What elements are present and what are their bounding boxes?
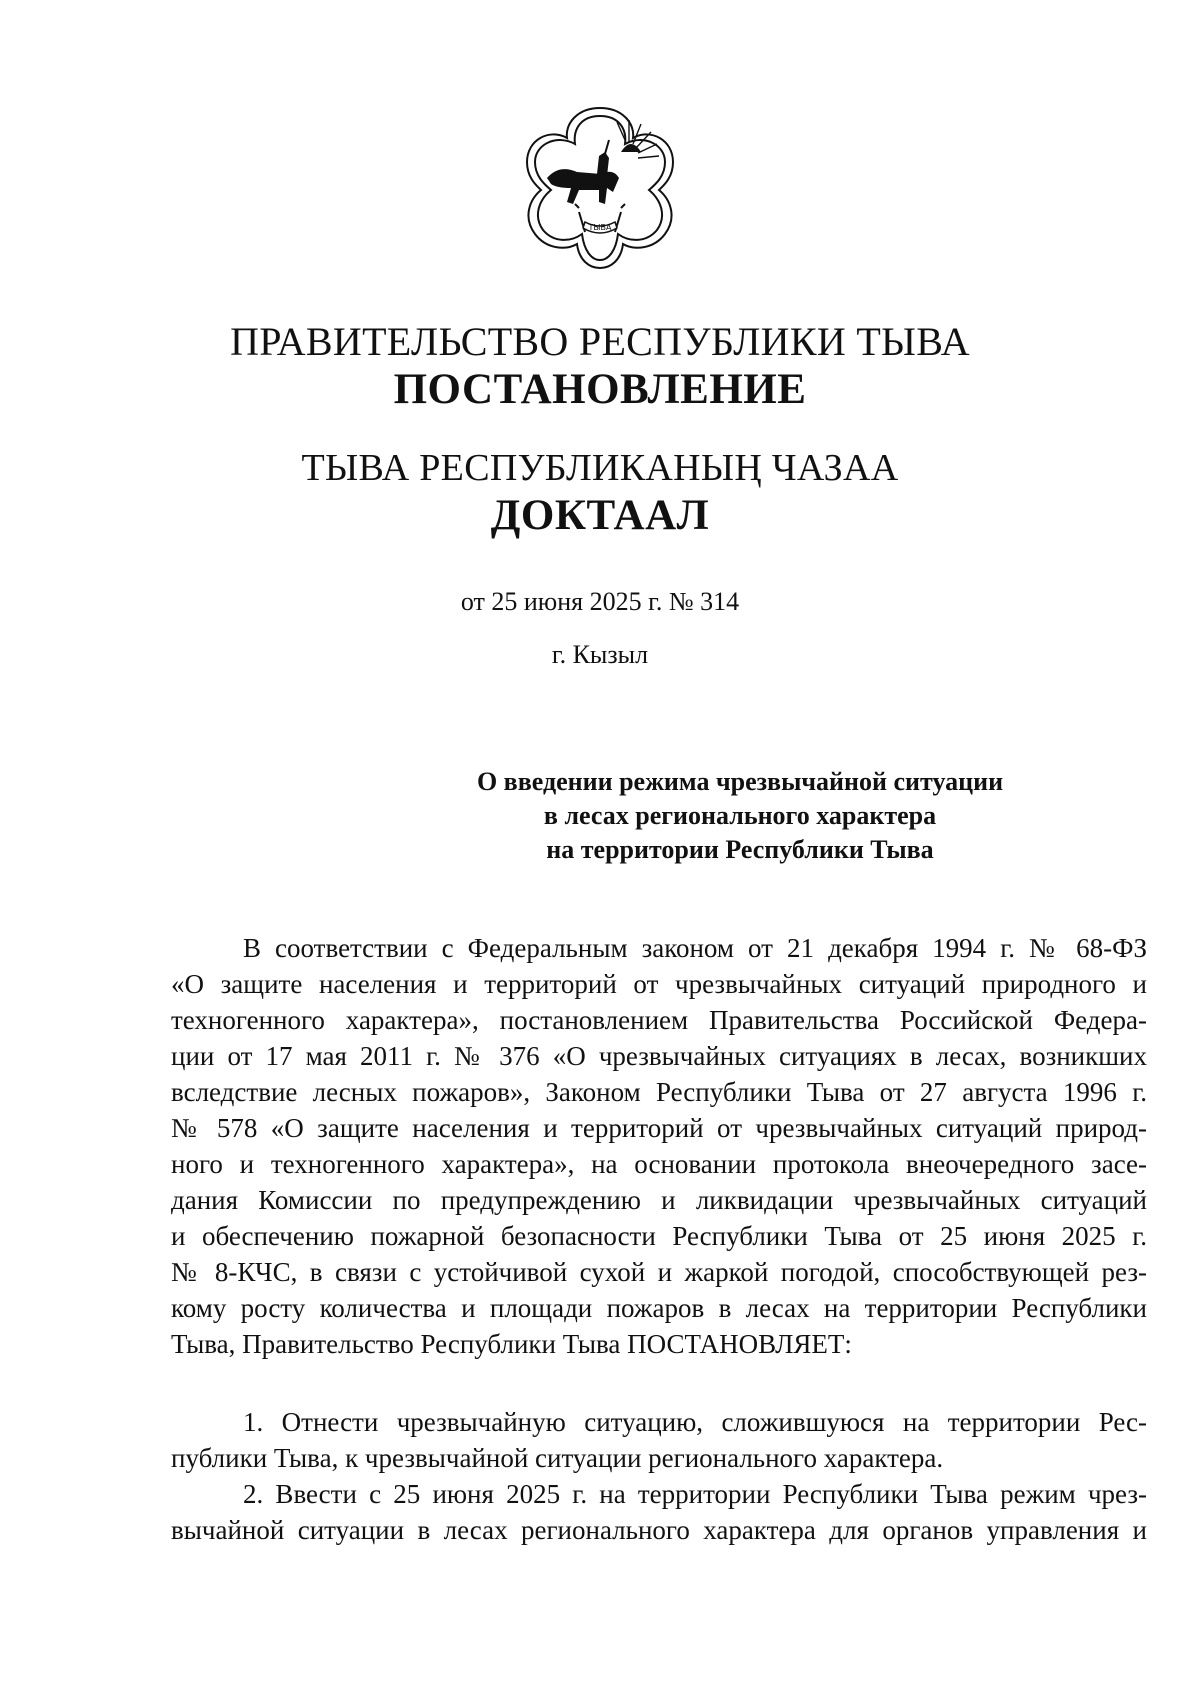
government-name-tyv: ТЫВА РЕСПУБЛИКАНЫҢ ЧАЗАА: [301, 447, 899, 489]
text-line: № 8-КЧС, в связи с устойчивой сухой и жаркой погодой, способствующей рез-: [171, 1257, 1147, 1287]
text-line: «О защите населения и территорий от чрезвычайных ситуаций природного и: [171, 969, 1147, 999]
text-line: и обеспечению пожарной безопасности Республики Тыва от 25 июня 2025 г.: [171, 1221, 1147, 1251]
item-2-paragraph: [171, 1476, 1147, 1548]
item-1-paragraph: [171, 1404, 1147, 1476]
city: г. Кызыл: [551, 640, 649, 669]
text-line: вследствие лесных пожаров», Законом Республики Тыва от 27 августа 1996 г.: [171, 1077, 1147, 1107]
text-line: публики Тыва, к чрезвычайной ситуации регионального характера.: [171, 1443, 944, 1473]
date-and-number: от 25 июня 2025 г. № 314: [460, 587, 740, 616]
text-line: ции от 17 мая 2011 г. № 376 «О чрезвычайных ситуациях в лесах, возникших: [171, 1041, 1147, 1071]
government-name-ru: ПРАВИТЕЛЬСТВО РЕСПУБЛИКИ ТЫВА: [230, 319, 970, 364]
text-line: В соответствии с Федеральным законом от 21 декабря 1994 г. № 68-ФЗ: [243, 933, 1147, 963]
decree-title: [290, 765, 1190, 867]
document-type-tyv: ДОКТААЛ: [490, 492, 710, 539]
text-line: кому росту количества и площади пожаров в лесах на территории Республики: [171, 1293, 1147, 1323]
preamble-paragraph: [171, 930, 1147, 1362]
paragraph-spacer: [171, 1362, 1147, 1404]
document-type-ru: ПОСТАНОВЛЕНИЕ: [393, 366, 807, 413]
text-line: дания Комиссии по предупреждению и ликвидации чрезвычайных ситуаций: [171, 1185, 1147, 1215]
title-line: на территории Республики Тыва: [546, 835, 934, 864]
text-line: вычайной ситуации в лесах регионального характера для органов управления и: [171, 1515, 1147, 1545]
decree-body: [171, 930, 1147, 1548]
svg-text:ТЫВА: ТЫВА: [588, 223, 612, 232]
title-line: О введении режима чрезвычайной ситуации: [476, 767, 1004, 796]
text-line: 2. Ввести с 25 июня 2025 г. на территории Республики Тыва режим чрез-: [243, 1479, 1147, 1509]
text-line: ного и техногенного характера», на основании протокола внеочередного засе-: [171, 1149, 1147, 1179]
text-line: № 578 «О защите населения и территорий от чрезвычайных ситуаций природ-: [171, 1113, 1147, 1143]
text-line: техногенного характера», постановлением Правительства Российской Федера-: [171, 1005, 1147, 1035]
tyva-coat-of-arms-icon: [513, 100, 687, 274]
title-line: в лесах регионального характера: [543, 801, 937, 830]
text-line: Тыва, Правительство Республики Тыва ПОСТАНОВЛЯЕТ:: [171, 1329, 852, 1359]
text-line: 1. Отнести чрезвычайную ситуацию, сложившуюся на территории Рес-: [243, 1407, 1147, 1437]
